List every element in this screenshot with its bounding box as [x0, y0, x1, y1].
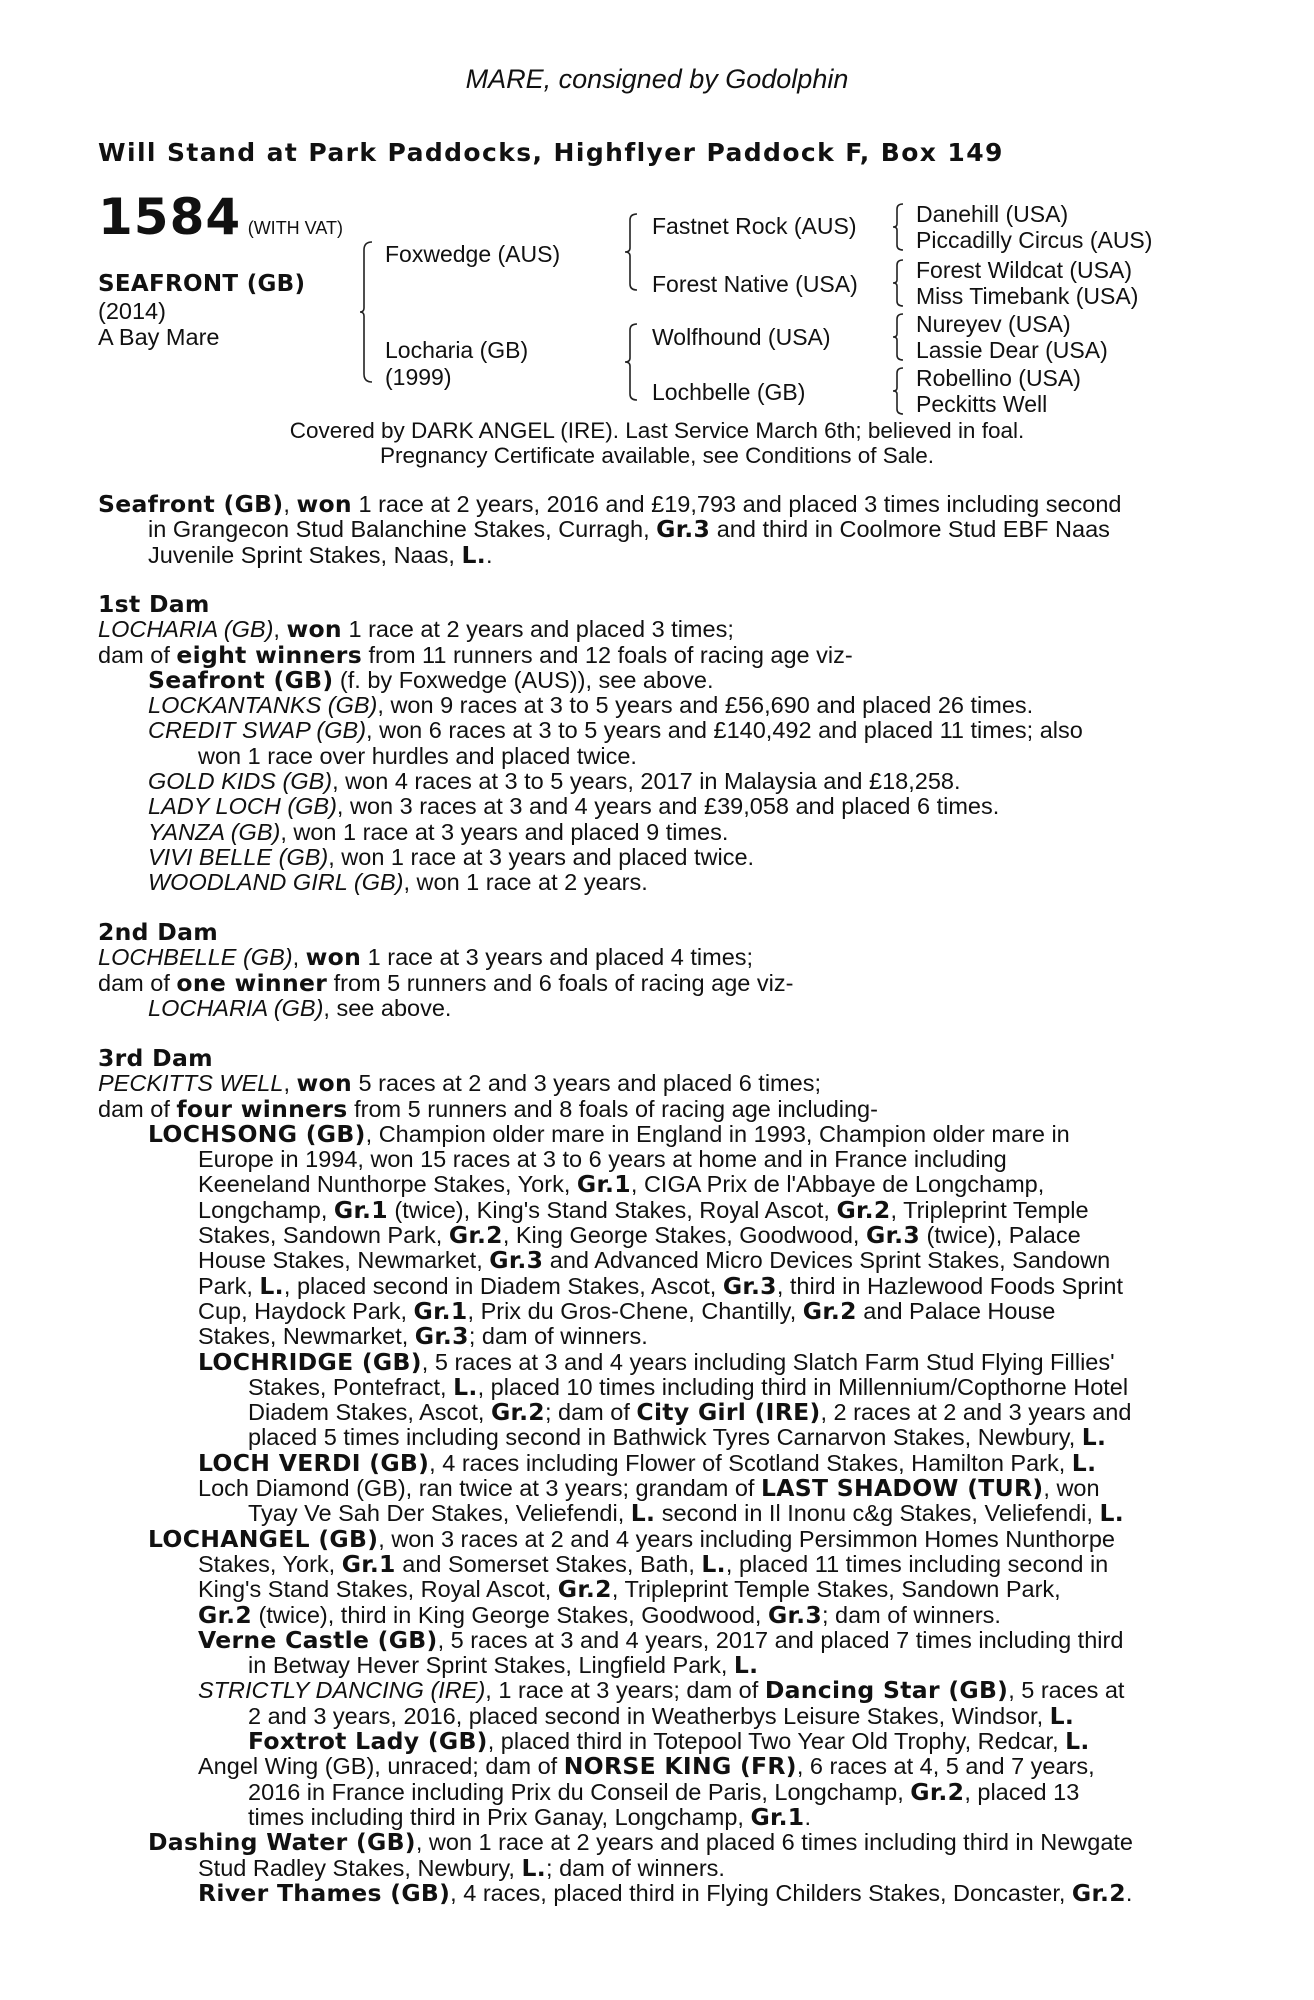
sire-sire: Fastnet Rock (AUS) — [652, 213, 857, 239]
pedigree-brace-dam — [625, 322, 639, 402]
third-dam-section: 3rd Dam PECKITTS WELL, won 5 races at 2 and 3 years and placed 6 times; dam of four winners from 5 runners and 8 foals of racing age including- LOCHSONG (GB), Champion older mare in England in 1993, Champion older mare in Europe in 1994, won 15 races at 3 to 6 years at home and in France including Keeneland Nunthorpe Stakes, York, Gr.1, CIGA Prix de l'Abbaye de Longchamp, Longchamp, Gr.1 (twice), King's Stand Stakes, Royal Ascot, Gr.2, Tripleprint Temple Stakes, Sandown Park, Gr.2, King George Stakes, Goodwood, Gr.3 (twice), Palace House Stakes, Newmarket, Gr.3 and Advanced Micro Devices Sprint Stakes, Sandown Park, L., placed second in Diadem Stakes, Ascot, Gr.3, third in Hazlewood Foods Sprint Cup, Haydock Park, Gr.1, Prix du Gros-Chene, Chantilly, Gr.2 and Palace House Stakes, Newmarket, Gr.3; dam of winners. LOCHRIDGE (GB), 5 races at 3 and 4 years including Slatch Farm Stud Flying Fillies' Stakes, Pontefract, L., placed 10 times including third in Millennium/Copthorne Hotel Diadem Stakes, Ascot, Gr.2; dam of City Girl (IRE), 2 races at 2 and 3 years and placed 5 times including second in Bathwick Tyres Carnarvon Stakes, Newbury, L. LOCH VERDI (GB), 4 races including Flower of Scotland Stakes, Hamilton Park, L. Loch Diamond (GB), ran twice at 3 years; grandam of LAST SHADOW (TUR), won Tyay Ve Sah Der Stakes, Veliefendi, L. second in Il Inonu c&g Stakes, Veliefendi, L. LOCHANGEL (GB), won 3 races at 2 and 4 years including Persimmon Homes Nunthorpe Stakes, York, Gr.1 and Somerset Stakes, Bath, L., placed 11 times including second in King's Stand Stakes, Royal Ascot, Gr.2, Tripleprint Temple Stakes, Sandown Park, Gr.2 (twice), third in King George Stakes, Goodwood, Gr.3; dam of winners. Verne Castle (GB), 5 races at 3 and 4 years, 2017 and placed 7 times including third in Betway Hever Sprint Stakes, Lingfield Park, L. STRICTLY DANCING (IRE), 1 race at 3 years; dam of Dancing Star (GB), 5 races at 2 and 3 years, 2016, placed second in Weatherbys Leisure Stakes, Windsor, L. Foxtrot Lady (GB), placed third in Totepool Two Year Old Trophy, Redcar, L. Angel Wing (GB), unraced; dam of NORSE KING (FR), 6 races at 4, 5 and 7 years, 2016 in France including Prix du Conseil de Paris, Longchamp, Gr.2, placed 13 times including third in Prix Ganay, Longchamp, Gr.1. Dashing Water (GB), won 1 race at 2 years and placed 6 times including third in Newgate Stud Radley Stakes, Newbury, L.; dam of winners. River Thames (GB), 4 races, placed third in Flying Childers Stakes, Doncaster, Gr.2. — [98, 1046, 1190, 1906]
location-line: Will Stand at Park Paddocks, Highflyer Paddock F, Box 149 — [98, 138, 1004, 167]
race-record: Seafront (GB), won 1 race at 2 years, 2016 and £19,793 and placed 3 times including second in Grangecon Stud Balanchine Stakes, Curragh, Gr.3 and third in Coolmore Stud EBF Naas Juvenile Sprint Stakes, Naas, L.. — [98, 490, 1122, 569]
pedigree-brace-ss — [893, 202, 905, 252]
second-dam-heading: 2nd Dam — [98, 918, 219, 946]
dam-sire-dam: Lassie Dear (USA) — [916, 337, 1108, 363]
dam-dam: Lochbelle (GB) — [652, 379, 806, 405]
second-dam-section: 2nd Dam LOCHBELLE (GB), won 1 race at 3 years and placed 4 times; dam of one winner from 5 runners and 6 foals of racing age viz- LOCHARIA (GB), see above. — [98, 920, 1190, 1021]
dam-dam-dam: Peckitts Well — [916, 391, 1048, 417]
sire: Foxwedge (AUS) — [385, 241, 561, 267]
lot-number: 1584 — [98, 188, 242, 246]
covered-line: Covered by DARK ANGEL (IRE). Last Service March 6th; believed in foal. — [289, 418, 1025, 443]
dam-sire: Wolfhound (USA) — [652, 324, 831, 350]
vat-note: (WITH VAT) — [247, 218, 344, 238]
dam-dam-sire: Robellino (USA) — [916, 365, 1081, 391]
sire-dam-sire: Forest Wildcat (USA) — [916, 257, 1132, 283]
pedigree-brace-sd — [893, 258, 905, 308]
sire-dam-dam: Miss Timebank (USA) — [916, 283, 1139, 309]
pedigree-brace-sire — [625, 212, 639, 292]
sire-sire-sire: Danehill (USA) — [916, 201, 1069, 227]
horse-year: (2014) — [98, 298, 166, 324]
pedigree-brace-main — [360, 240, 374, 384]
pedigree-brace-dd — [893, 366, 905, 416]
third-dam-heading: 3rd Dam — [98, 1044, 213, 1072]
dam: Locharia (GB) — [385, 337, 529, 363]
sire-dam: Forest Native (USA) — [652, 271, 858, 297]
lot-number-block — [98, 188, 344, 246]
horse-name: SEAFRONT (GB) — [98, 271, 306, 297]
pregnancy-line: Pregnancy Certificate available, see Conditions of Sale. — [379, 443, 935, 468]
dam-year: (1999) — [385, 364, 452, 390]
dam-sire-sire: Nureyev (USA) — [916, 311, 1071, 337]
sire-sire-dam: Piccadilly Circus (AUS) — [916, 227, 1153, 253]
first-dam-section: 1st Dam LOCHARIA (GB), won 1 race at 2 years and placed 3 times; dam of eight winners from 11 runners and 12 foals of racing age viz- Seafront (GB) (f. by Foxwedge (AUS)), see above. LOCKANTANKS (GB), won 9 races at 3 to 5 years and £56,690 and placed 26 times. CREDIT SWAP (GB), won 6 races at 3 to 5 years and £140,492 and placed 11 times; also won 1 race over hurdles and placed twice. GOLD KIDS (GB), won 4 races at 3 to 5 years, 2017 in Malaysia and £18,258. LADY LOCH (GB), won 3 races at 3 and 4 years and £39,058 and placed 6 times. YANZA (GB), won 1 race at 3 years and placed 9 times. VIVI BELLE (GB), won 1 race at 3 years and placed twice. WOODLAND GIRL (GB), won 1 race at 2 years. — [98, 592, 1190, 896]
pedigree-brace-ds — [893, 312, 905, 362]
consignor-title: MARE, consigned by Godolphin — [465, 64, 849, 94]
first-dam-heading: 1st Dam — [98, 590, 210, 618]
horse-description: A Bay Mare — [98, 324, 220, 350]
